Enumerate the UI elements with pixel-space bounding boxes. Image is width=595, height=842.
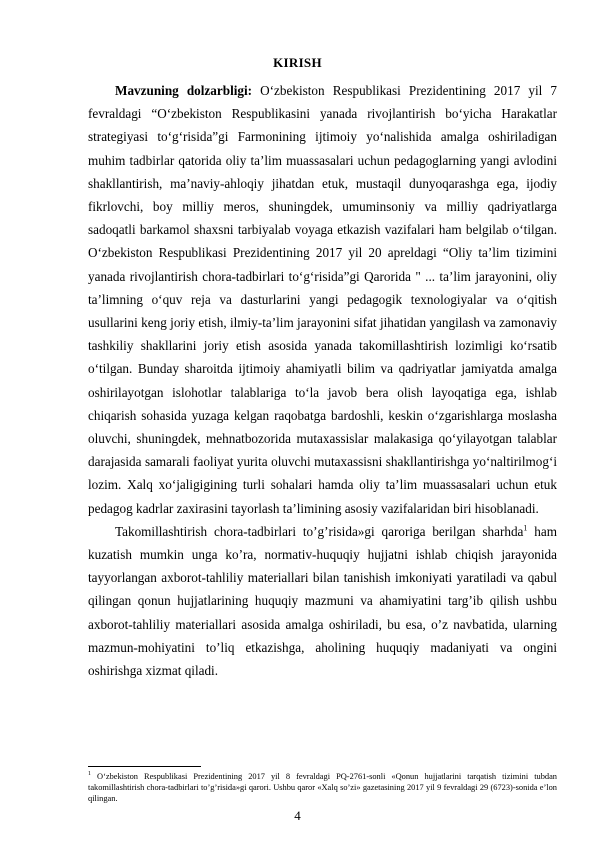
paragraph-commentary [88,520,557,682]
paragraph-lead: Mavzuning dolzarbligi: [115,83,253,98]
paragraph-text: Takomillashtirish chora-tadbirlari to’g’risida»gi qaroriga berilgan sharhda [115,523,524,539]
paragraph-relevance [88,79,557,520]
footnote-text: O‘zbekiston Respublikasi Prezidentining 2017 yil 8 fevraldagi PQ-2761-sonli «Qonun hujjatlarini tarqatish tizimini tubdan takomillashtirish chora-tadbirlari to’g’risida»gi qarori. Ushbu qaror «Xalq so’zi» gazetasining 2017 yil 9 fevraldagi 29 (6723)-sonida e’lon qilingan. [88,772,557,803]
page-number: 4 [294,808,301,823]
footnote-reference: 1 [523,523,528,533]
page-title: KIRISH [273,55,322,70]
footnote-marker: 1 [88,771,91,778]
paragraph-text: ham kuzatish mumkin unga ko’ra, normativ-huquqiy hujjatni ishlab chiqish jarayonida tayyorlangan axborot-tahliliy materiallari bilan tanishish imkoniyati yaratiladi va qabul qilingan qonun hujjatlarining huquqiy mazmuni va ahamiyatini targ’ib qilish ushbu axborot-tahliliy materiallari asosida amalga oshiriladi, bu esa, o’z navbatida, ularning mazmun-mohiyatini to’liq etkazishga, aholining huquqiy madaniyati va ongini oshirishga xizmat qiladi. [88,523,557,679]
footnote-divider [88,766,201,767]
footnote [88,771,557,804]
body-text [88,79,557,682]
paragraph-text: O‘zbekiston Respublikasi Prezidentining 2017 yil 7 fevraldagi “O‘zbekiston Respublikasini yanada rivojlantirish bo‘yicha Harakatlar strategiyasi to‘g‘risida”gi Farmonining ijtimoiy yo‘nalishida amalga oshiriladigan muhim tadbirlar qatorida oliy ta’lim muassasalari uchun pedagoglarning yangi avlodini shakllantirish, ma’naviy-ahloqiy jihatdan etuk, mustaqil dunyoqarashga ega, ijodiy fikrlovchi, boy milliy meros, shuningdek, umuminsoniy va milliy qadriyatlarga sadoqatli barkamol shaxsni tarbiyalab voyaga etkazish vazifalari ham belgilab o‘tilgan. O‘zbekiston Respublikasi Prezidentining 2017 yil 20 apreldagi “Oliy ta’lim tizimini yanada rivojlantirish chora-tadbirlari to‘g‘risida”gi Qarorida " ... ta’lim jarayonini, oliy ta’limning o‘quv reja va dasturlarini yangi pedagogik texnologiyalar va o‘qitish usullarini keng joriy etish, ilmiy-ta’lim jarayonini sifat jihatidan yangilash va zamonaviy tashkiliy shakllarini joriy etish asosida yanada takomillashtirish lozimligi ko‘rsatib o‘tilgan. Bunday sharoitda ijtimoiy ahamiyatli bilim va qadriyatlar jamiyatda amalga oshirilayotgan islohotlar talablariga to‘la javob bera olish layoqatiga ega, ishlab chiqarish sohasida yuzaga kelgan raqobatga bardoshli, keskin o‘zgarishlarga moslasha oluvchi, shuningdek, mehnatbozorida mutaxassislar malakasiga qo‘yilayotgan talablar darajasida samarali faoliyat yurita oluvchi mutaxassisni shakllantirishga yo‘naltirilmog‘i lozim. Xalq xo‘jaligigining turli sohalari hamda oliy ta’lim muassasalari uchun etuk pedagog kadrlar zaxirasini tayorlash ta’limining asosiy vazifalaridan biri hisoblanadi. [88,83,557,516]
